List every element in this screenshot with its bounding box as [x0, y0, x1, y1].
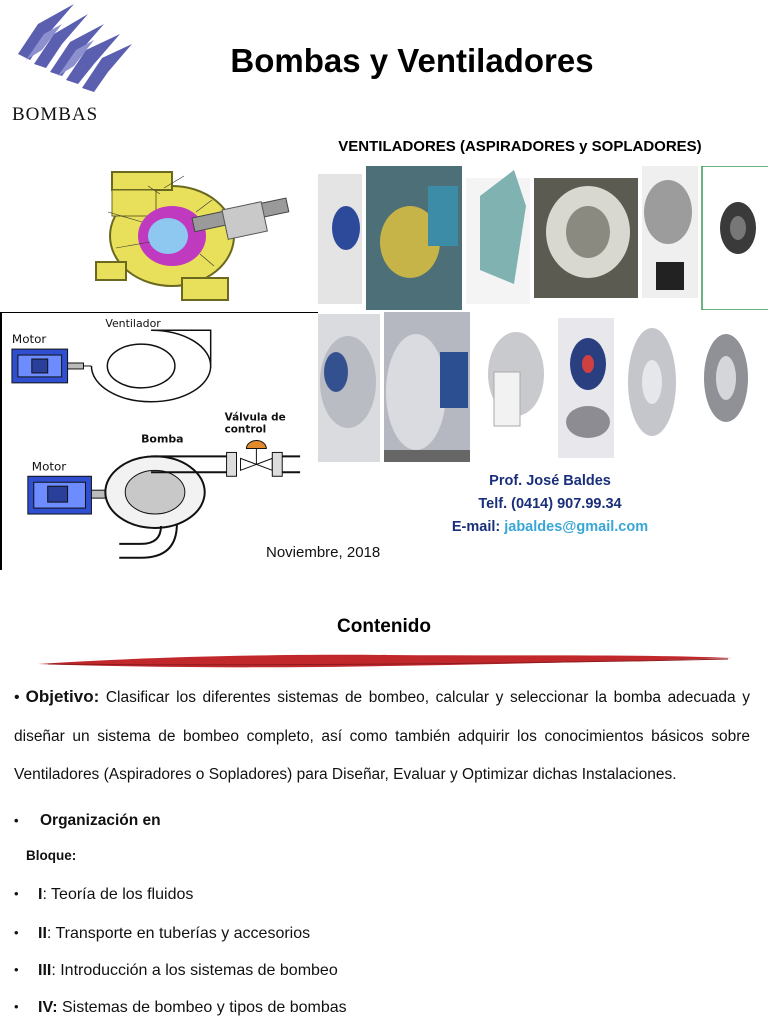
professor-name: Prof. José Baldes: [489, 473, 611, 489]
email-link[interactable]: jabaldes@gmail.com: [504, 519, 649, 535]
objective-paragraph: [14, 678, 750, 795]
pump-cutaway-image: [72, 166, 308, 306]
objective-text: Clasificar los diferentes sistemas de bombeo, calcular y seleccionar la bomba adecuada y diseñar un sistema de bombeo completo, así como también adquirir los conocimientos básicos sobre Ventiladores (Aspiradores o Sopladores) para Diseñar, Evaluar y Optimizar dichas Instalaciones.: [14, 689, 750, 783]
objective-label: Objetivo:: [25, 687, 100, 706]
item-text: : Transporte en tuberías y accesorios: [46, 925, 311, 942]
bullet-icon: •: [14, 925, 19, 940]
fans-subtitle: VENTILADORES (ASPIRADORES y SOPLADORES): [338, 138, 702, 155]
page-title: Bombas y Ventiladores: [230, 42, 594, 79]
motor-label-bottom: Motor: [31, 459, 67, 474]
email-line: [430, 516, 670, 539]
item-number: I: [38, 886, 43, 903]
logo-text: BOMBAS: [12, 104, 99, 125]
fan-photos-row-2: [318, 312, 768, 464]
item-text: : Introducción a los sistemas de bombeo: [51, 962, 338, 979]
item-text: : Teoría de los fluidos: [42, 886, 194, 903]
organization-line: [14, 812, 161, 830]
item-text: Sistemas de bombeo y tipos de bombas: [57, 999, 347, 1016]
valve-label-line1: Válvula de: [224, 411, 286, 424]
item-number: III: [38, 962, 52, 979]
contact-block: [430, 470, 670, 539]
pump-label: Bomba: [141, 432, 184, 446]
bullet-icon: •: [14, 813, 19, 828]
bullet-icon: •: [14, 999, 19, 1014]
bloque-label: Bloque:: [26, 848, 77, 863]
bullet-icon: •: [14, 886, 19, 901]
list-item: [14, 925, 310, 943]
bullet-icon: •: [14, 962, 19, 977]
fan-label: Ventilador: [105, 317, 161, 331]
email-label: E-mail:: [451, 519, 505, 535]
list-item: [14, 999, 347, 1017]
phone-number: Telf. (0414) 907.99.34: [478, 496, 622, 512]
list-item: [14, 962, 338, 980]
item-number: II: [38, 925, 47, 942]
item-number: IV:: [38, 999, 58, 1016]
fan-photos-row-1: [318, 166, 768, 310]
pump-fan-schematic: [0, 312, 318, 570]
red-divider: [38, 652, 732, 672]
bullet-icon: •: [14, 689, 20, 706]
contents-heading: Contenido: [337, 616, 431, 637]
motor-label-top: Motor: [11, 332, 47, 347]
valve-label-line2: control: [224, 423, 267, 436]
list-item: [14, 886, 193, 904]
date-text: Noviembre, 2018: [266, 544, 381, 561]
organization-label: Organización en: [40, 812, 161, 829]
